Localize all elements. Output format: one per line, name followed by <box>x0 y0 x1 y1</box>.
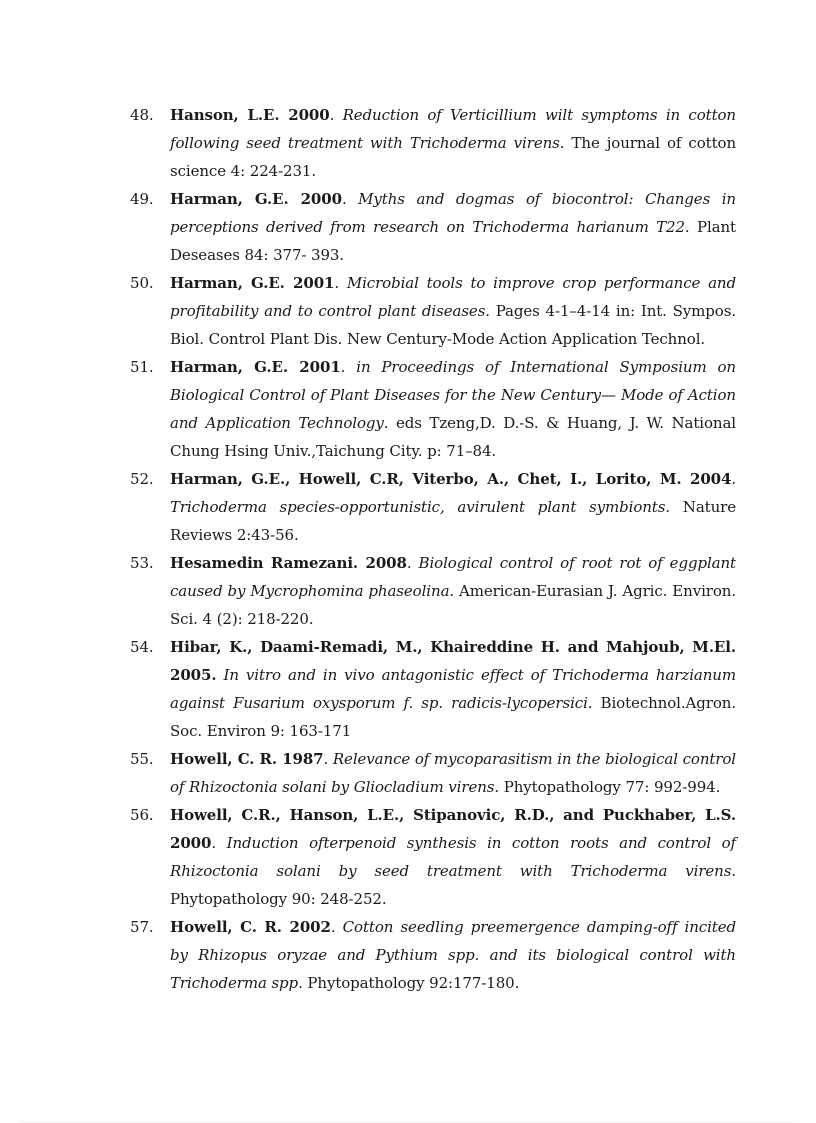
reference-source: . Phytopathology 92:177-180. <box>298 974 520 992</box>
reference-title: Reduction of Verticillium wilt symptoms in cotton following seed treatment with Trichoderma virens. <box>170 106 736 152</box>
reference-item <box>130 353 736 465</box>
reference-author: Howell, C.R., Hanson, L.E., Stipanovic, R.D., and Puckhaber, L.S. 2000 <box>170 806 736 852</box>
reference-item <box>130 465 736 549</box>
reference-author: Harman, G.E. 2001 <box>170 274 335 292</box>
reference-title: Trichoderma species-opportunistic, avirulent plant symbionts. <box>170 498 671 516</box>
reference-separator: . <box>323 750 333 768</box>
reference-number: 57. <box>130 918 154 936</box>
reference-number: 53. <box>130 554 154 572</box>
reference-source: The journal of cotton science 4: 224-231. <box>170 134 736 180</box>
reference-separator: . <box>340 358 357 376</box>
reference-title: Relevance of mycoparasitism in the biological control of Rhizoctonia solani by Gliocladium virens. <box>170 750 737 796</box>
reference-item <box>130 633 736 745</box>
reference-author: Harman, G.E. 2000 <box>170 190 342 208</box>
reference-title: In vitro and in vivo antagonistic effect of Trichoderma harzianum against Fusarium oxysporum f. sp. radicis-lycopersici. <box>170 666 736 712</box>
reference-separator: . <box>211 834 227 852</box>
reference-number: 49. <box>130 190 154 208</box>
reference-source: American-Eurasian J. Agric. Environ. Sci. 4 (2): 218-220. <box>170 582 736 628</box>
reference-number: 56. <box>130 806 154 824</box>
reference-author: Hibar, K., Daami-Remadi, M., Khaireddine H. and Mahjoub, M.El. 2005. <box>170 638 736 684</box>
reference-author: Harman, G.E., Howell, C.R, Viterbo, A., Chet, I., Lorito, M. 2004 <box>170 470 732 488</box>
reference-separator: . <box>330 918 343 936</box>
reference-item <box>130 801 736 913</box>
reference-item <box>130 185 736 269</box>
reference-title: in Proceedings of International Symposium on Biological Control of Plant Diseases for the New Century— Mode of Action and Application Technology <box>170 358 736 432</box>
reference-source: . eds Tzeng,D. D.-S. & Huang, J. W. National Chung Hsing Univ.,Taichung City. p: 71–84. <box>170 414 736 460</box>
reference-title: Cotton seedling preemergence damping-off incited by Rhizopus oryzae and Pythium spp. and its biological control with Trichoderma spp <box>170 918 736 992</box>
reference-item <box>130 913 736 997</box>
page-bottom-divider <box>20 1121 796 1122</box>
reference-source: Phytopathology 77: 992-994. <box>499 778 721 796</box>
reference-number: 55. <box>130 750 154 768</box>
reference-author: Howell, C. R. 1987 <box>170 750 324 768</box>
reference-number: 51. <box>130 358 154 376</box>
reference-author: Hesamedin Ramezani. 2008 <box>170 554 407 572</box>
reference-separator: . <box>334 274 347 292</box>
reference-separator: . <box>329 106 343 124</box>
reference-source: Pages 4-1–4-14 in: Int. Sympos. Biol. Control Plant Dis. New Century-Mode Action Application Technol. <box>170 302 736 348</box>
reference-title: Biological control of root rot of eggplant caused by Mycrophomina phaseolina. <box>170 554 736 600</box>
reference-source: Nature Reviews 2:43-56. <box>170 498 736 544</box>
reference-separator: . <box>406 554 419 572</box>
reference-item <box>130 269 736 353</box>
reference-item <box>130 101 736 185</box>
reference-title: Myths and dogmas of biocontrol: Changes in perceptions derived from research on Trichoderma harianum T22. <box>170 190 736 236</box>
reference-source: Plant Deseases 84: 377- 393. <box>170 218 736 264</box>
reference-item <box>130 549 736 633</box>
reference-separator <box>216 666 223 684</box>
reference-item <box>130 745 736 801</box>
reference-separator: . <box>341 190 359 208</box>
reference-number: 50. <box>130 274 154 292</box>
reference-author: Hanson, L.E. 2000 <box>170 106 330 124</box>
reference-number: 48. <box>130 106 154 124</box>
reference-source: Phytopathology 90: 248-252. <box>170 890 387 908</box>
reference-author: Harman, G.E. 2001 <box>170 358 341 376</box>
reference-list <box>130 101 736 997</box>
reference-number: 54. <box>130 638 154 656</box>
reference-separator: . <box>731 470 736 488</box>
reference-title: Induction ofterpenoid synthesis in cotton roots and control of Rhizoctonia solani by seed treatment with Trichoderma virens. <box>170 834 737 880</box>
reference-source: Biotechnol.Agron. Soc. Environ 9: 163-171 <box>170 694 736 740</box>
reference-author: Howell, C. R. 2002 <box>170 918 331 936</box>
reference-title: Microbial tools to improve crop performance and profitability and to control plant diseases. <box>170 274 736 320</box>
reference-number: 52. <box>130 470 154 488</box>
